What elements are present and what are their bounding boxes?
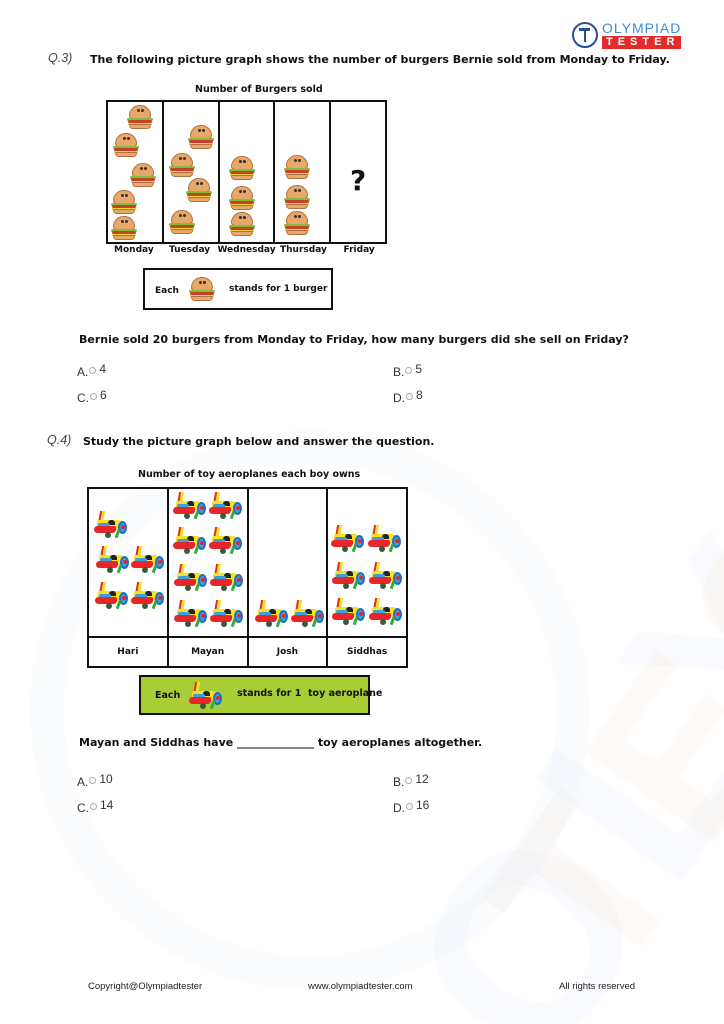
footer-website-link[interactable]: www.olympiadtester.com	[308, 981, 413, 992]
aeroplane-column-mayan	[169, 489, 249, 636]
question-4-text: Mayan and Siddhas have ______________ toy aeroplanes altogether.	[79, 736, 483, 749]
day-label: Monday	[114, 245, 154, 255]
legend-stands-for-label: stands for 1 burger	[229, 284, 328, 294]
aeroplane-icon	[332, 562, 366, 590]
logo-text-tester: TESTER	[602, 36, 681, 49]
burger-chart-title: Number of Burgers sold	[195, 84, 323, 95]
question-3-prompt: The following picture graph shows the number of burgers Bernie sold from Monday to Friday.	[90, 53, 670, 66]
burger-icon	[229, 156, 255, 180]
option-value: 14	[100, 798, 114, 812]
aeroplane-column-siddhas	[328, 489, 406, 636]
aeroplane-icon	[131, 546, 165, 574]
day-label: Thursday	[280, 245, 327, 255]
option-letter: A.	[77, 775, 89, 789]
aeroplane-icon	[174, 600, 208, 628]
name-label: Josh	[249, 638, 329, 666]
question-3-option-c[interactable]	[77, 388, 107, 405]
aeroplane-icon	[209, 492, 243, 520]
aeroplane-icon	[95, 582, 129, 610]
burger-icon	[186, 178, 212, 202]
burger-icon	[284, 211, 310, 235]
burger-chart-day-labels	[106, 245, 387, 255]
olympiad-tester-logo	[572, 21, 681, 49]
aeroplane-icon	[173, 492, 207, 520]
burger-icon	[169, 153, 195, 177]
option-value: 10	[99, 772, 113, 786]
legend-each-label: Each	[155, 690, 181, 701]
option-value: 8	[416, 388, 423, 402]
aeroplane-icon	[210, 600, 244, 628]
aeroplane-icon	[255, 600, 289, 628]
aeroplane-icon	[368, 525, 402, 553]
burger-icon	[169, 210, 195, 234]
day-label: Tuesday	[169, 245, 211, 255]
aeroplane-column-hari	[89, 489, 169, 636]
question-4-prompt: Study the picture graph below and answer the question.	[83, 435, 435, 448]
radio-button[interactable]	[405, 367, 412, 374]
aeroplane-icon	[174, 564, 208, 592]
aeroplane-icon	[331, 525, 365, 553]
radio-button[interactable]	[406, 803, 413, 810]
legend-each-label: Each	[155, 286, 179, 296]
unknown-value-question-mark: ?	[349, 164, 367, 197]
question-4-option-d[interactable]	[393, 798, 430, 815]
burger-icon	[229, 186, 255, 210]
option-letter: B.	[393, 775, 405, 789]
day-label: Friday	[343, 245, 375, 255]
burger-icon	[111, 190, 137, 214]
footer-copyright: Copyright@Olympiadtester	[88, 981, 203, 992]
question-3-text: Bernie sold 20 burgers from Monday to Friday, how many burgers did she sell on Friday?	[79, 333, 629, 346]
aeroplane-icon	[210, 564, 244, 592]
burger-column-friday	[331, 102, 385, 242]
logo-t-icon	[572, 22, 598, 48]
aeroplane-icon	[369, 562, 403, 590]
burger-column-monday	[108, 102, 164, 242]
aeroplane-chart-name-labels	[89, 638, 406, 666]
burger-pictograph	[106, 100, 387, 244]
aeroplane-icon	[189, 682, 223, 710]
burger-icon	[127, 105, 153, 129]
option-letter: B.	[393, 365, 405, 379]
radio-button[interactable]	[90, 393, 97, 400]
option-letter: A.	[77, 365, 89, 379]
radio-button[interactable]	[89, 367, 96, 374]
aeroplane-legend-key	[139, 675, 383, 715]
aeroplane-icon	[173, 527, 207, 555]
question-3-option-a[interactable]	[77, 362, 107, 379]
aeroplane-icon	[209, 527, 243, 555]
aeroplane-icon	[369, 598, 403, 626]
burger-icon	[284, 185, 310, 209]
day-label: Wednesday	[217, 245, 276, 255]
burger-legend-key	[143, 268, 333, 310]
aeroplane-pictograph	[87, 487, 408, 668]
question-4-option-b[interactable]	[393, 772, 429, 789]
burger-icon	[189, 277, 215, 301]
burger-icon	[111, 216, 137, 240]
logo-text-olympiad: OLYMPIAD	[602, 20, 682, 36]
question-4-option-a[interactable]	[77, 772, 113, 789]
option-letter: D.	[393, 391, 405, 405]
burger-icon	[113, 133, 139, 157]
aeroplane-icon	[94, 511, 128, 539]
option-value: 5	[415, 362, 423, 376]
name-label: Mayan	[169, 638, 249, 666]
aeroplane-icon	[131, 582, 165, 610]
radio-button[interactable]	[90, 803, 97, 810]
option-letter: C.	[77, 391, 89, 405]
burger-icon	[284, 155, 310, 179]
aeroplane-icon	[291, 600, 325, 628]
radio-button[interactable]	[406, 393, 413, 400]
option-letter: C.	[77, 801, 89, 815]
watermark-text-tester	[437, 3, 724, 1021]
name-label: Hari	[89, 638, 169, 666]
radio-button[interactable]	[405, 777, 412, 784]
footer-rights: All rights reserved	[559, 981, 636, 992]
burger-icon	[188, 125, 214, 149]
burger-column-tuesday	[164, 102, 220, 242]
question-3-option-b[interactable]	[393, 362, 423, 379]
option-value: 4	[99, 362, 107, 376]
option-value: 16	[416, 798, 430, 812]
question-3-option-d[interactable]	[393, 388, 423, 405]
question-4-number: Q.4)	[47, 433, 72, 447]
option-value: 12	[415, 772, 429, 786]
burger-column-thursday	[275, 102, 331, 242]
burger-column-wednesday	[220, 102, 276, 242]
legend-stands-for-label: stands for 1 toy aeroplane	[237, 688, 383, 699]
aeroplane-icon	[96, 546, 130, 574]
question-3-number: Q.3)	[48, 51, 73, 65]
burger-icon	[130, 163, 156, 187]
aeroplane-column-josh	[249, 489, 329, 636]
name-label: Siddhas	[346, 647, 388, 657]
question-4-option-c[interactable]	[77, 798, 114, 815]
option-value: 6	[100, 388, 107, 402]
aeroplane-icon	[332, 598, 366, 626]
aeroplane-chart-title: Number of toy aeroplanes each boy owns	[138, 469, 361, 480]
option-letter: D.	[393, 801, 405, 815]
burger-icon	[229, 212, 255, 236]
radio-button[interactable]	[89, 777, 96, 784]
